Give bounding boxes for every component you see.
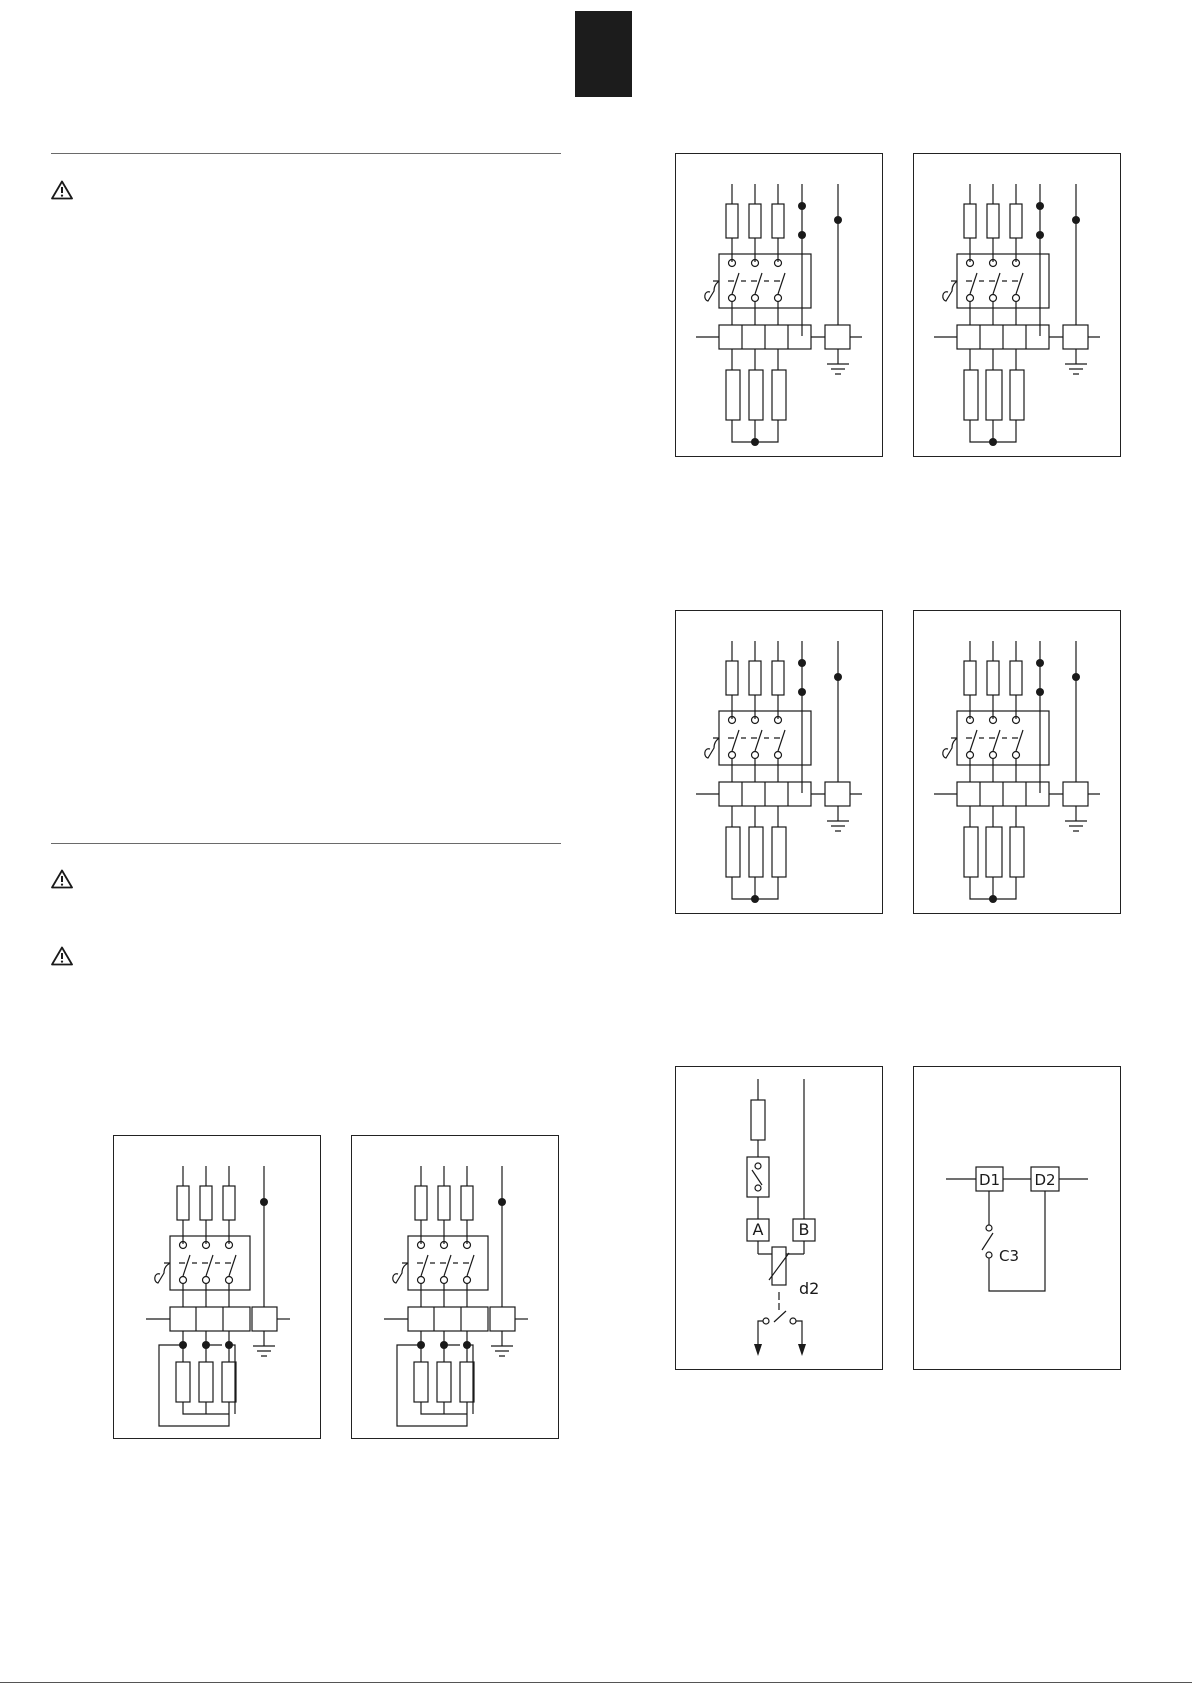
d1-label: D1 [978,1171,1001,1189]
wiring-diagram-star-4wire-2 [675,610,883,914]
interlock-diagram [913,1066,1121,1370]
terminal-a-label: A [752,1220,764,1239]
relay-d2-label: d2 [799,1279,820,1298]
wiring-diagram-star-4wire [675,153,883,457]
warning-triangle-icon [51,180,73,200]
wiring-diagram-star-4wire-alt [913,153,1121,457]
page-tab-marker [575,11,632,97]
wiring-diagram-delta-alt [351,1135,559,1439]
section-divider-1 [51,153,561,154]
c3-contact-label: C3 [999,1247,1020,1265]
section-divider-2 [51,843,561,844]
warning-triangle-icon [51,869,73,889]
page-bottom-rule [0,1682,1192,1683]
wiring-diagram-star-4wire-alt-2 [913,610,1121,914]
d2-label: D2 [1034,1171,1056,1189]
warning-triangle-icon [51,946,73,966]
wiring-diagram-delta [113,1135,321,1439]
terminal-b-label: B [798,1220,810,1239]
control-circuit-diagram [675,1066,883,1370]
